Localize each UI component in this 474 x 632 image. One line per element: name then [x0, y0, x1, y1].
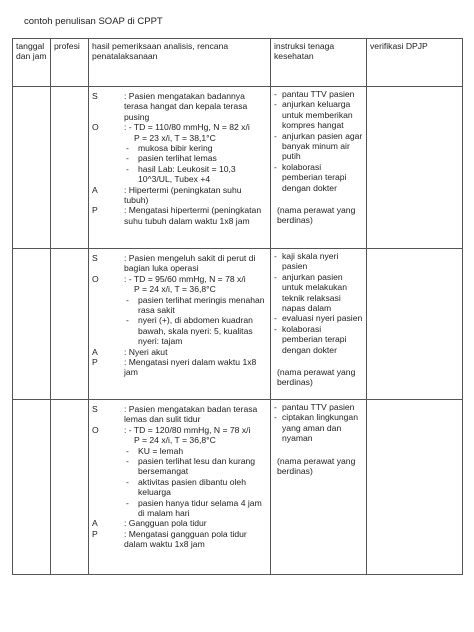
header-profession: profesi [51, 39, 89, 87]
objective-vitals: P = 24 x/i, T = 36,8°C [134, 284, 216, 295]
objective-item: - hasil Lab: Leukosit = 10,3 10^3/UL, Tubex +4 [124, 164, 267, 185]
document-title: contoh penulisan SOAP di CPPT [24, 16, 163, 27]
soap-cell [89, 87, 271, 249]
verification-cell [367, 87, 463, 249]
instructions-cell [271, 400, 367, 575]
nurse-signature: (nama perawat yang berdinas) [277, 205, 356, 226]
objective-vitals: P = 23 x/i, T = 38,1°C [134, 132, 216, 143]
instruction-item: - ciptakan lingkungan yang aman dan nyaman [274, 412, 363, 443]
instruction-item: - kaji skala nyeri pasien [274, 251, 363, 272]
objective-vitals: P = 24 x/i, T = 36,8°C [134, 435, 216, 446]
verification-cell [367, 249, 463, 400]
objective-item: - pasien terlihat meringis menahan rasa sakit [124, 295, 267, 316]
o-label: O [92, 424, 99, 435]
table-row [13, 87, 463, 249]
subjective-text: : Pasien mengeluh sakit di perut di bagian luka operasi [124, 253, 256, 274]
instruction-item: - anjurkan keluarga untuk memberikan kompres hangat [274, 99, 363, 130]
a-label: A [92, 518, 98, 529]
p-label: P [92, 357, 98, 368]
subjective-text: : Pasien mengatakan badannya terasa hangat dan kepala terasa pusing [124, 91, 248, 122]
date-cell [13, 400, 51, 575]
table-row [13, 400, 463, 575]
nurse-signature: (nama perawat yang berdinas) [277, 367, 356, 388]
assessment-text: : Gangguan pola tidur [124, 518, 207, 529]
o-label: O [92, 273, 99, 284]
soap-table [12, 38, 463, 575]
profession-cell [51, 249, 89, 400]
instruction-item: - pantau TTV pasien [274, 89, 363, 99]
objective-item: - KU = lemah [124, 446, 267, 456]
table-row [13, 249, 463, 400]
date-cell [13, 249, 51, 400]
plan-text: : Mengatasi hipertermi (peningkatan suhu tubuh dalam waktu 1x8 jam [124, 205, 262, 226]
assessment-text: : Nyeri akut [124, 346, 168, 357]
header-dpjp-verification: verifikasi DPJP [367, 39, 463, 87]
nurse-signature: (nama perawat yang berdinas) [277, 455, 356, 477]
p-label: P [92, 528, 98, 539]
profession-cell [51, 400, 89, 575]
p-label: P [92, 205, 98, 216]
date-cell [13, 87, 51, 249]
a-label: A [92, 184, 98, 195]
o-label: O [92, 122, 99, 133]
verification-cell [367, 400, 463, 575]
assessment-text: : Hipertermi (peningkatan suhu tubuh) [124, 184, 242, 206]
header-date-time: tanggal dan jam [13, 39, 51, 87]
s-label: S [92, 91, 98, 101]
a-label: A [92, 346, 98, 357]
objective-item: - pasien terlihat lesu dan kurang bersemangat [124, 456, 267, 477]
objective-item: - pasien terlihat lemas [124, 153, 267, 163]
instruction-item: - evaluasi nyeri pasien [274, 313, 363, 323]
profession-cell [51, 87, 89, 249]
soap-cell [89, 249, 271, 400]
subjective-text: : Pasien mengatakan badan terasa lemas dan sulit tidur [124, 404, 258, 425]
instruction-item: - pantau TTV pasien [274, 402, 363, 412]
s-label: S [92, 404, 98, 414]
objective-item: - mukosa bibir kering [124, 143, 267, 153]
plan-text: : Mengatasi gangguan pola tidur dalam waktu 1x8 jam [124, 528, 247, 550]
instruction-item: - anjurkan pasien untuk melakukan teknik relaksasi napas dalam [274, 272, 363, 314]
header-instructions: instruksi tenaga kesehatan [271, 39, 367, 87]
instruction-item: - anjurkan pasien agar banyak minum air putih [274, 131, 363, 162]
objective-vitals: : - TD = 95/60 mmHg, N = 78 x/i [124, 273, 246, 284]
s-label: S [92, 253, 98, 263]
objective-item: - aktivitas pasien dibantu oleh keluarga [124, 477, 267, 498]
soap-cell [89, 400, 271, 575]
objective-item: - nyeri (+), di abdomen kuadran bawah, skala nyeri: 5, kualitas nyeri: tajam [124, 315, 267, 346]
header-assessment: hasil pemeriksaan analisis, rencana penatalaksanaan [89, 39, 271, 87]
objective-item: - pasien hanya tidur selama 4 jam di malam hari [124, 498, 267, 519]
instructions-cell [271, 249, 367, 400]
instruction-item: - kolaborasi pemberian terapi dengan dokter [274, 324, 363, 355]
plan-text: : Mengatasi nyeri dalam waktu 1x8 jam [124, 357, 257, 378]
instructions-cell [271, 87, 367, 249]
objective-vitals: : - TD = 110/80 mmHg, N = 82 x/i [124, 122, 250, 133]
instruction-item: - kolaborasi pemberian terapi dengan dokter [274, 162, 363, 193]
table-header-row [13, 39, 463, 87]
objective-vitals: : - TD = 120/80 mmHg, N = 78 x/i [124, 424, 251, 435]
